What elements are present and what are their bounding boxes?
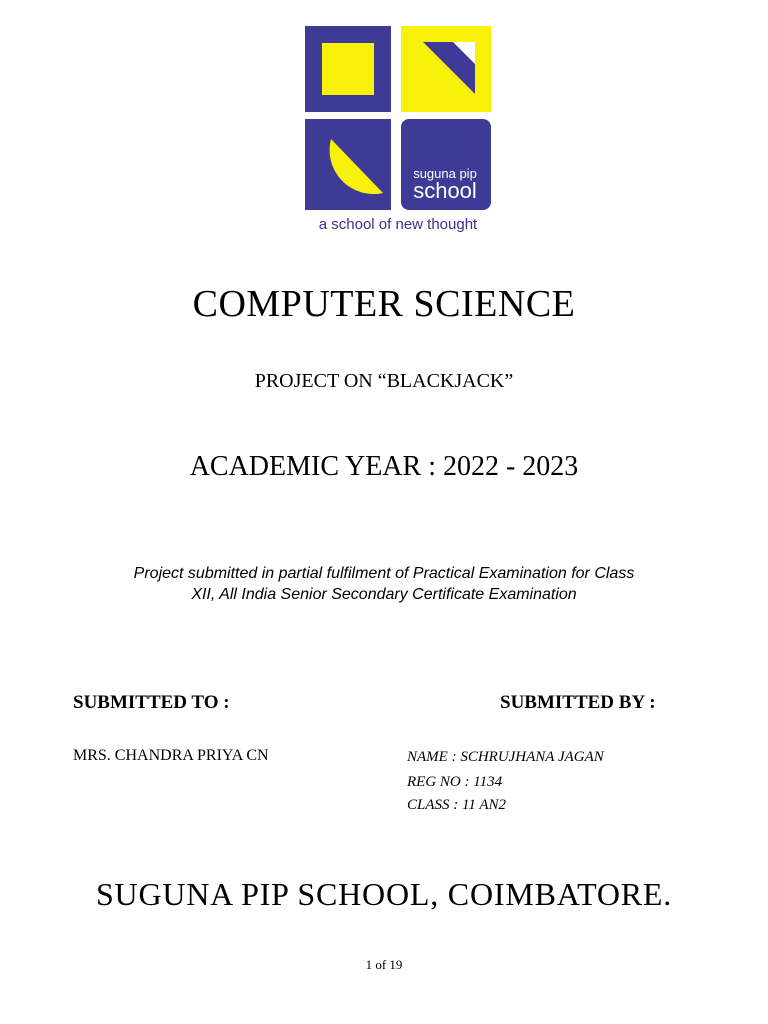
- student-class: CLASS : 11 AN2: [407, 797, 507, 813]
- teacher-name: MRS. CHANDRA PRIYA CN: [73, 747, 269, 764]
- logo-brand-line2: school: [413, 178, 477, 203]
- submitted-by-heading: SUBMITTED BY :: [500, 692, 656, 713]
- student-reg-no: REG NO : 1134: [407, 774, 503, 790]
- logo-tile-triangle: [401, 26, 491, 112]
- project-title: PROJECT ON “BLACKJACK”: [254, 370, 514, 392]
- submission-note-line1: Project submitted in partial fulfilment of Practical Examination for Class: [133, 565, 635, 582]
- logo-tagline: a school of new thought: [318, 216, 478, 233]
- submission-note-line2: XII, All India Senior Secondary Certificate Examination: [191, 586, 577, 603]
- submission-note: [0, 563, 768, 605]
- submitted-to-heading: SUBMITTED TO :: [73, 692, 230, 713]
- page-number: 1 of 19: [365, 957, 403, 972]
- academic-year: ACADEMIC YEAR : 2022 - 2023: [189, 451, 579, 482]
- student-name: NAME : SCHRUJHANA JAGAN: [407, 749, 604, 765]
- school-logo: [305, 26, 491, 210]
- logo-brand-line1: suguna pip: [413, 166, 477, 181]
- school-name: SUGUNA PIP SCHOOL, COIMBATORE.: [95, 876, 673, 912]
- document-title: COMPUTER SCIENCE: [192, 283, 576, 325]
